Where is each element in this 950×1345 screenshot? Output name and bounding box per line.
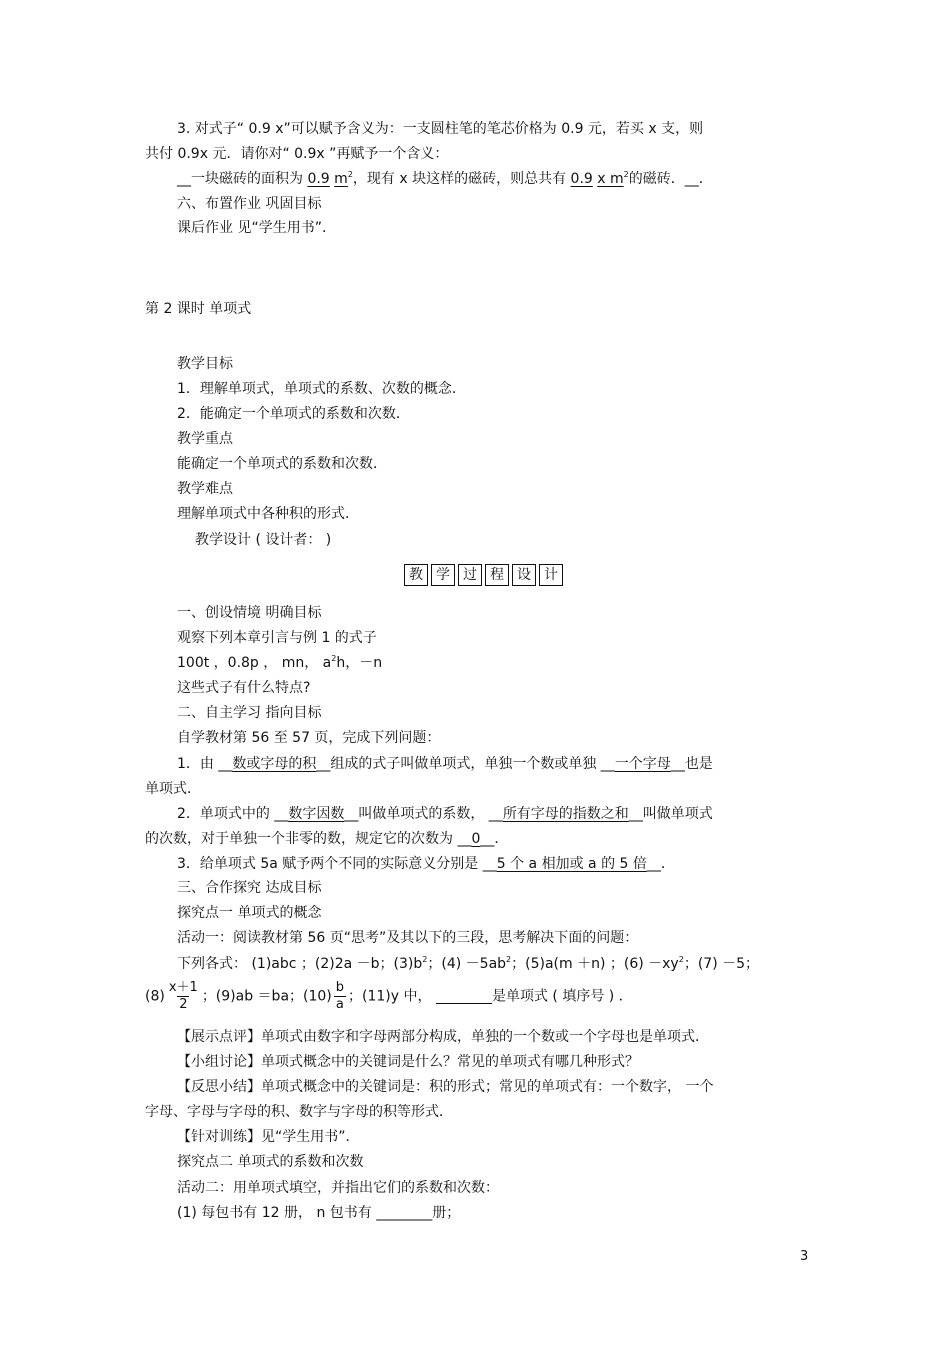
text-line: 课后作业 见“学生用书”． (177, 220, 336, 236)
banner-char: 程 (485, 564, 509, 586)
subsection-heading: 探究点二 单项式的系数和次数 (177, 1154, 364, 1170)
activity-line: 活动一：阅读教材第 56 页“思考”及其以下的三段，思考解决下面的问题： (177, 930, 639, 946)
section-heading: 一、创设情境 明确目标 (177, 605, 322, 621)
question-2: 2．单项式中的 __数字因数__叫做单项式的系数， __所有字母的指数之和__叫做单项式 (177, 806, 713, 822)
text-line: 共付 0.9x 元．请你对“ 0.9x ”再赋予一个含义： (145, 146, 449, 162)
text-line: 自学教材第 56 至 57 页，完成下列问题： (177, 730, 441, 746)
difficulty-heading: 教学难点 (177, 481, 233, 497)
expression-list-cont: (8) $\frac{x+1}{2}$ ；(9)ab ＝ba；(10) $\frac{b}{a}$ ；(11)y 中， ________是单项式 ( 填序号 ) ． (145, 980, 633, 1012)
text-line: 单项式． (145, 781, 201, 797)
difficulty-text: 理解单项式中各种积的形式． (177, 506, 359, 522)
section-heading: 六、布置作业 巩固目标 (177, 196, 322, 212)
activity-line: 活动二：用单项式填空，并指出它们的系数和次数： (177, 1180, 499, 1196)
goal-item: 1．理解单项式，单项式的系数、次数的概念． (177, 381, 466, 397)
expression-list: 下列各式： (1)abc ；(2)2a －b；$(3)b^2$；$(4) -5ab^2$；(5)a(m ＋n) ；$(6) -xy^2$；(7) －5； (177, 955, 760, 972)
page-number: 3 (800, 1249, 809, 1264)
subsection-heading: 探究点一 单项式的概念 (177, 905, 322, 921)
question-1: 1．由 __数或字母的积__组成的式子叫做单项式，单独一个数或单独 __一个字母__也是 (177, 756, 713, 772)
reflection-cont: 字母、字母与字母的积、数字与字母的积等形式． (145, 1104, 453, 1120)
goals-heading: 教学目标 (177, 356, 233, 372)
group-discussion: 【小组讨论】单项式概念中的关键词是什么？常见的单项式有哪几种形式？ (177, 1054, 639, 1070)
section-heading: 二、自主学习 指向目标 (177, 705, 322, 721)
question-3: 3．给单项式 5a 赋予两个不同的实际意义分别是 __5 个 a 相加或 a 的 5 倍__． (177, 856, 675, 872)
fraction: $\frac{b}{a}$ (335, 980, 345, 1012)
goal-item: 2．能确定一个单项式的系数和次数． (177, 406, 410, 422)
activity-item: (1) 每包书有 12 册， n 包书有 ________册； (177, 1205, 461, 1221)
process-banner (404, 564, 563, 586)
text-line: 这些式子有什么特点? (177, 680, 311, 696)
banner-char: 学 (431, 564, 455, 586)
banner-char: 设 (512, 564, 536, 586)
banner-char: 过 (458, 564, 482, 586)
text-line: 观察下列本章引言与例 1 的式子 (177, 630, 377, 646)
banner-char: 计 (539, 564, 563, 586)
banner-char: 教 (404, 564, 428, 586)
key-text: 能确定一个单项式的系数和次数． (177, 456, 387, 472)
text-line-answer: __一块磁砖的面积为 0.9 $m^2$，现有 x 块这样的磁砖，则总共有 0.9 x $m^2$的磁砖．__． (177, 170, 713, 187)
lesson-title: 第 2 课时 单项式 (145, 301, 252, 317)
question-2-cont: 的次数，对于单独一个非零的数，规定它的次数为 __0__． (145, 831, 509, 847)
expression-line: 100t ，0.8p ， mn， $a^2h$，－n (177, 654, 383, 671)
section-heading: 三、合作探究 达成目标 (177, 880, 322, 896)
text-line: 3. 对式子“ 0.9 x”可以赋予含义为：一支圆柱笔的笔芯价格为 0.9 元，若买 x 支，则 (177, 121, 704, 137)
key-heading: 教学重点 (177, 431, 233, 447)
show-comment: 【展示点评】单项式由数字和字母两部分构成，单独的一个数或一个字母也是单项式． (177, 1029, 709, 1045)
fraction: $\frac{x+1}{2}$ (168, 980, 198, 1012)
training: 【针对训练】见“学生用书”． (177, 1129, 360, 1145)
reflection: 【反思小结】单项式概念中的关键词是：积的形式；常见的单项式有：一个数字， 一个 (177, 1079, 714, 1095)
design-line: 教学设计 ( 设计者： ) (195, 532, 332, 548)
